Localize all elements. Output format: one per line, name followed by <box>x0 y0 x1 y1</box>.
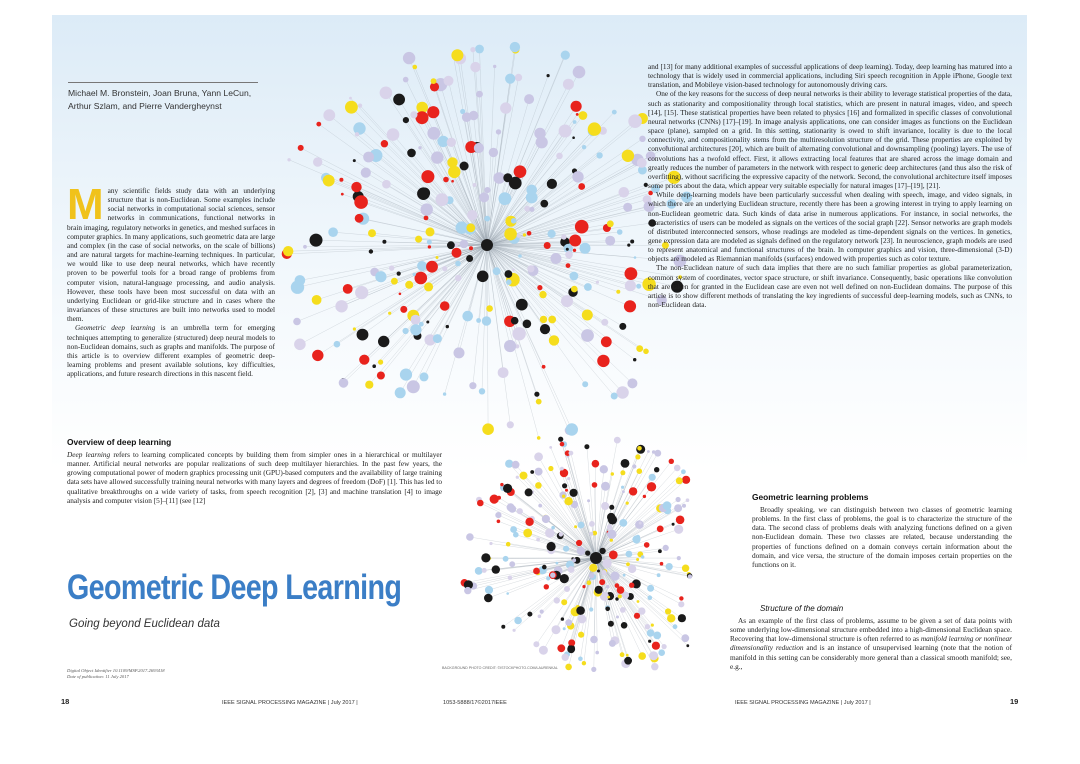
geometric-learning-paragraph: Broadly speaking, we can distinguish between two classes of geometric learning problems. In the first class of problems, the goal is to characterize the structure of the data. The second class of problems deals with analyzing functions defined on a given non-Euclidean domain. These two classes are related, because understanding the properties of functions defined on a domain conveys certain information about the domain, and vice versa, the structure of the domain imposes certain properties on the functions on it. <box>752 505 1012 569</box>
right-column-top <box>648 62 1012 309</box>
author-list <box>68 82 258 113</box>
right-paragraph-1: and [13] for many additional examples of successful applications of deep learning). Today, deep learning has matured into a technology that is widely used in commercial applications, including Siri speech recognition in Apple iPhone, Google text translation, and Mobileye vision-based technology for autonomously driving cars. <box>648 62 1012 90</box>
overview-text: refers to learning complicated concepts by building them from simpler ones in a hierarchical or multilayer manner. Artificial neural networks are popular realizations of such deep multilayer hierarchies. In the past few years, the growing computational power of modern graphics processing unit (GPU)-based computers and the availability of large training data sets have allowed successfully training neural networks with many layers and degrees of freedom (DoF) [1]. This has led to qualitative breakthroughs on a wide variety of tasks, from speech recognition [2], [3] and machine translation [4] to image analysis and computer vision [5]–[11] (see [12] <box>67 450 443 505</box>
page-number-left: 18 <box>61 697 70 706</box>
intro-paragraph-2 <box>67 323 275 378</box>
footer-issn: 1053-5888/17©2017IEEE <box>443 700 507 706</box>
doi-line: Digital Object Identifier 10.1109/MSP.2017.2693418 <box>67 668 165 673</box>
overview-heading: Overview of deep learning <box>67 437 172 447</box>
right-paragraph-4: The non-Euclidean nature of such data implies that there are no such familiar properties as global parameterization, common system of coordinates, vector space structure, or shift invariance. Consequently, basic operations like convolution that are taken for granted in the Euclidean case are even not well defined on non-Euclidean domains. The purpose of this article is to show different methods of translating the key ingredients of successful deep-learning models, such as CNNs, to non-Euclidean data. <box>648 263 1012 310</box>
author-line-1: Michael M. Bronstein, Joan Bruna, Yann LeCun, <box>68 88 252 98</box>
structure-text-post: and is an instance of unsupervised learning (note that the notion of manifold in this setting can be considerably more general than a classical smooth manifold; see, e.g., <box>730 643 1012 671</box>
footer-right-magazine: IEEE SIGNAL PROCESSING MAGAZINE | July 2017 | <box>735 700 871 706</box>
publication-date: Date of publication: 11 July 2017 <box>67 674 129 679</box>
right-paragraph-3: While deep-learning models have been particularly successful when dealing with speech, image, and video signals, in which there are an underlying Euclidean structure, recently there has been a growing interest in trying to apply learning on non-Euclidean geometric data. Such kinds of data arise in numerous applications. For instance, in social networks, the characteristics of users can be modeled as signals on the vertices of the social graph [22]. Sensor networks are graph models of distributed interconnected sensors, whose readings are modeled as time-dependent signals on the vertices. In genetics, gene expression data are modeled as signals defined on the regulatory network [23]. In neuroscience, graph models are used to represent anatomical and functional structures of the brain. In computer graphics and vision, three-dimensional (3-D) objects are modeled as Riemannian manifolds (surfaces) endowed with properties such as color texture. <box>648 190 1012 264</box>
image-credit: BACKGROUND PHOTO CREDIT: ©ISTOCKPHOTO.COM/LAURENKAL <box>442 666 558 670</box>
doi-block <box>67 668 165 680</box>
author-line-2: Arthur Szlam, and Pierre Vandergheynst <box>68 101 222 111</box>
overview-emphasis: Deep learning <box>67 450 111 459</box>
intro-paragraph-2-text: is an umbrella term for emerging techniques attempting to generalize (structured) deep neural models to non-Euclidean domains, such as graphs and manifolds. The purpose of this article is to overview different examples of geometric deep-learning problems and present available solutions, key difficulties, applications, and future research directions in this nascent field. <box>67 323 276 379</box>
drop-cap: M <box>67 180 104 229</box>
overview-column <box>67 450 442 505</box>
upper-network-cluster <box>282 42 693 440</box>
geometric-learning-column <box>752 505 1012 569</box>
lower-network-cluster <box>461 437 693 672</box>
page-number-right: 19 <box>1010 697 1019 706</box>
intro-emphasis: Geometric deep learning <box>75 323 156 333</box>
structure-emphasis: manifold learning or nonlinear dimensionality reduction <box>730 634 1012 653</box>
intro-paragraph-1: any scientific fields study data with an underlying structure that is non-Euclidean. Some examples include social networks in computational social sciences, sensor networks in communications, functional networks in brain imaging, regulatory networks in genetics, and meshed surfaces in computer graphics. In many applications, such geometric data are large and complex (in the case of social networks, on the scale of billions) and are natural targets for machine-learning techniques. In particular, we would like to use deep neural networks, which have recently proven to be powerful tools for a broad range of problems from computer vision, natural-language processing, and audio analysis. However, these tools have been most successful on data with an underlying Euclidean or grid-like structure and in cases where the invariances of these structures are built into networks used to model them. <box>67 186 275 324</box>
article-title: Geometric Deep Learning <box>67 568 402 607</box>
right-paragraph-2: One of the key reasons for the success of deep neural networks is their ability to leverage statistical properties of the data, such as stationarity and compositionality through local statistics, which are present in natural images, video, and speech [14], [15]. These statistical properties have been related to physics [16] and formalized in specific classes of convolutional neural networks (CNNs) [17]–[19]. In image analysis applications, one can consider images as functions on the Euclidean space (plane), sampled on a grid. In this setting, stationarity is owed to shift invariance, locality is due to the local connectivity, and compositionality stems from the multiresolution structure of the grid. These properties are exploited by convolutional architectures [20], which are built of alternating convolutional and downsampling (pooling) layers. The use of convolutions has a twofold effect. First, it allows extracting local features that are shared across the image domain and greatly reduces the number of parameters in the network with respect to generic deep architectures (and thus also the risk of overfitting), without sacrificing the expressive capacity of the network. Second, the convolutional architecture itself imposes some priors about the data, which appear very suitable especially for natural images [17]–[19], [21]. <box>648 89 1012 191</box>
structure-column <box>730 616 1012 671</box>
footer-left-magazine: IEEE SIGNAL PROCESSING MAGAZINE | July 2017 | <box>222 700 358 706</box>
geometric-learning-heading: Geometric learning problems <box>752 492 869 502</box>
structure-heading: Structure of the domain <box>760 604 844 613</box>
article-subtitle: Going beyond Euclidean data <box>69 618 220 630</box>
overview-paragraph <box>67 450 442 505</box>
intro-column <box>67 180 276 379</box>
structure-paragraph <box>730 616 1012 671</box>
structure-text-pre: As an example of the first class of problems, assume to be given a set of data points with some underlying low-dimensional structure embedded into a high-dimensional Euclidean space. Recovering that low-dimensional structure is often referred to as <box>730 616 1012 644</box>
